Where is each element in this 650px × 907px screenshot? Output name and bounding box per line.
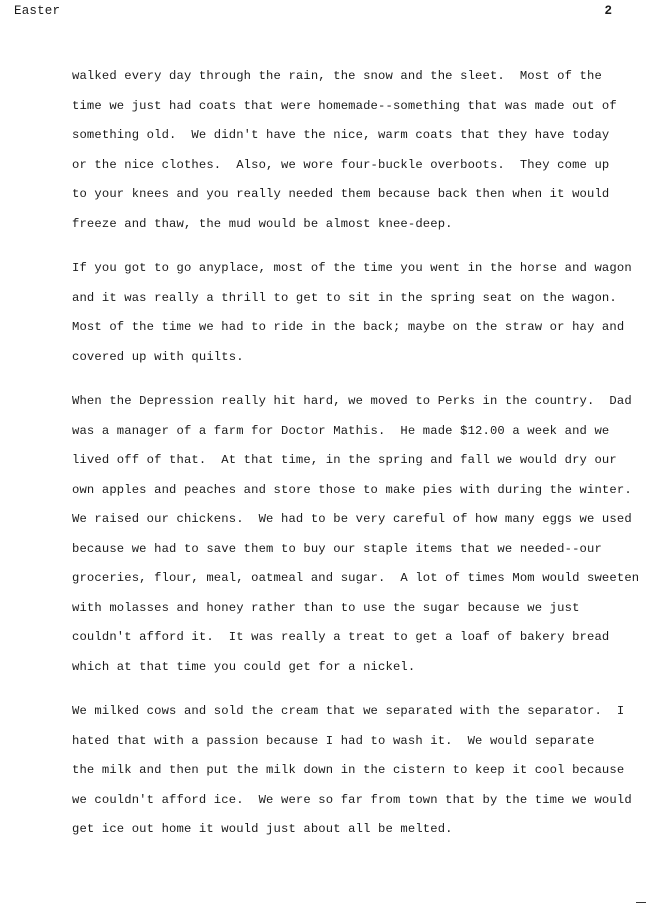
text-line: freeze and thaw, the mud would be almost knee-deep.: [72, 216, 453, 231]
text-line: groceries, flour, meal, oatmeal and sugar. A lot of times Mom would sweeten: [72, 571, 640, 585]
text-line: own apples and peaches and store those to make pies with during the winter.: [72, 482, 632, 497]
text-line: couldn't afford it. It was really a treat to get a loaf of bakery bread: [72, 630, 610, 644]
text-line: We raised our chickens. We had to be very careful of how many eggs we used: [72, 512, 632, 526]
paragraph-3: [72, 387, 640, 682]
text-line: We milked cows and sold the cream that we separated with the separator. I: [72, 704, 625, 718]
text-line: hated that with a passion because I had to wash it. We would separate: [72, 733, 595, 748]
text-line: get ice out home it would just about all be melted.: [72, 822, 453, 836]
scan-mark: [636, 902, 646, 903]
text-line: walked every day through the rain, the snow and the sleet. Most of the: [72, 69, 602, 83]
running-header-title: Easter: [14, 4, 61, 18]
text-line: the milk and then put the milk down in the cistern to keep it cool because: [72, 763, 625, 777]
text-line: we couldn't afford ice. We were so far from town that by the time we would: [72, 792, 632, 807]
text-line: or the nice clothes. Also, we wore four-buckle overboots. They come up: [72, 157, 610, 172]
text-line: time we just had coats that were homemade--something that was made out of: [72, 98, 617, 113]
text-line: something old. We didn't have the nice, warm coats that they have today: [72, 128, 610, 142]
text-line: with molasses and honey rather than to use the sugar because we just: [72, 600, 580, 615]
text-line: to your knees and you really needed them because back then when it would: [72, 187, 610, 201]
text-line: and it was really a thrill to get to sit in the spring seat on the wagon.: [72, 290, 617, 305]
text-line: because we had to save them to buy our staple items that we needed--our: [72, 541, 602, 556]
text-line: lived off of that. At that time, in the spring and fall we would dry our: [72, 453, 617, 467]
text-line: When the Depression really hit hard, we moved to Perks in the country. Dad: [72, 394, 632, 408]
text-line: covered up with quilts.: [72, 349, 244, 364]
paragraph-4: [72, 697, 632, 845]
paragraph-1: [72, 62, 632, 239]
text-line: which at that time you could get for a nickel.: [72, 659, 416, 674]
body-text: [72, 62, 640, 860]
paragraph-2: [72, 254, 632, 372]
text-line: Most of the time we had to ride in the back; maybe on the straw or hay and: [72, 320, 625, 334]
text-line: was a manager of a farm for Doctor Mathis. He made $12.00 a week and we: [72, 423, 610, 438]
page-number: 2: [604, 4, 612, 18]
text-line: If you got to go anyplace, most of the time you went in the horse and wagon: [72, 261, 632, 275]
